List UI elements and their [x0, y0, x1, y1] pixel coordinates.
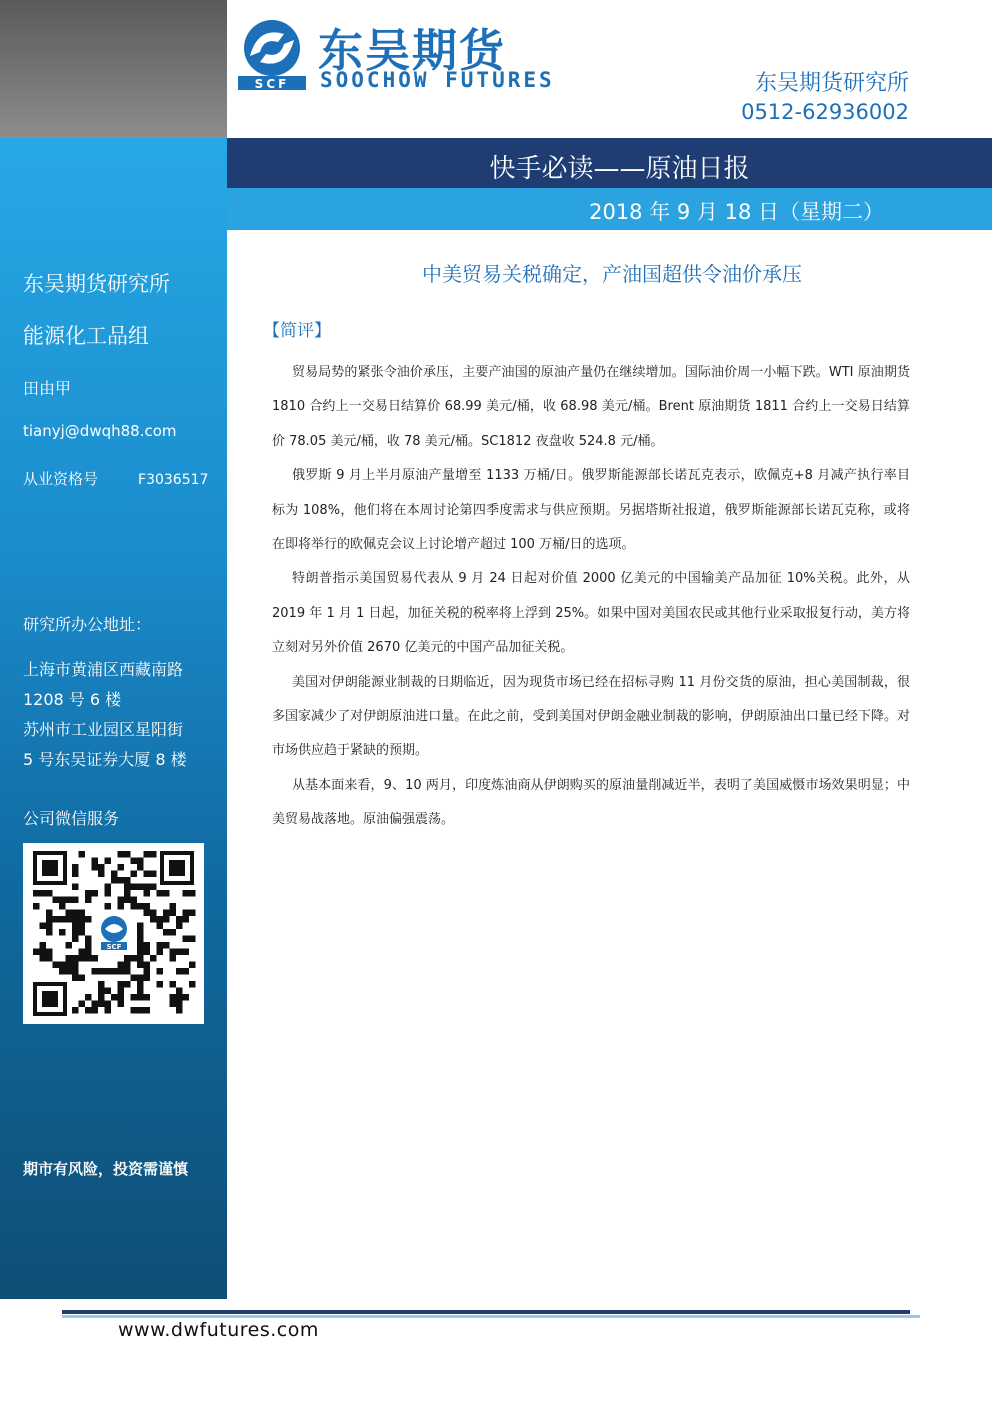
analyst-name: 田由甲	[23, 379, 72, 398]
wechat-qr-code	[23, 843, 204, 1024]
report-date: 2018 年 9 月 18 日（星期二）	[589, 200, 884, 224]
sidebar-top-band	[0, 0, 227, 138]
analyst-email[interactable]: tianyj@dwqh88.com	[23, 422, 177, 440]
qr-logo-text: SCF	[106, 943, 122, 951]
certificate-number: F3036517	[138, 472, 209, 488]
address-suzhou	[23, 715, 187, 775]
paragraph: 特朗普指示美国贸易代表从 9 月 24 日起对价值 2000 亿美元的中国输美产品加征 10%关税。此外，从 2019 年 1 月 1 日起，加征关税的税率将上浮到 25%。如果中国对美国农民或其他行业采取报复行动，美方将立刻对另外价值 2670 亿美元的中国产品加征关税。	[272, 571, 910, 656]
logo-mark-text: SCF	[254, 77, 290, 90]
paragraph: 俄罗斯 9 月上半月原油产量增至 1133 万桶/日。俄罗斯能源部长诺瓦克表示，欧佩克+8 月减产执行率目标为 108%，他们将在本周讨论第四季度需求与供应预期。另据塔斯社报道，俄罗斯能源部长诺瓦克称，或将在即将举行的欧佩克会议上讨论增产超过 100 万桶/日的选项。	[272, 468, 910, 553]
paragraph: 美国对伊朗能源业制裁的日期临近，因为现货市场已经在招标寻购 11 月份交货的原油，担心美国制裁，很多国家减少了对伊朗原油进口量。在此之前，受到美国对伊朗金融业制裁的影响，伊朗原油出口量已经下降。对市场供应趋于紧缺的预期。	[272, 674, 910, 759]
footer-divider-light	[62, 1315, 920, 1318]
address-line: 5 号东吴证券大厦 8 楼	[23, 750, 187, 769]
article-body	[272, 356, 910, 838]
sidebar-group: 能源化工品组	[23, 324, 149, 348]
address-line: 苏州市工业园区星阳街	[23, 720, 184, 739]
certificate-label: 从业资格号	[23, 470, 99, 488]
certificate	[23, 468, 208, 489]
wechat-service-label: 公司微信服务	[23, 809, 120, 828]
report-date-bar	[227, 188, 992, 230]
footer-divider	[62, 1310, 910, 1314]
sidebar-org: 东吴期货研究所	[23, 272, 170, 296]
paragraph: 从基本面来看，9、10 两月，印度炼油商从伊朗购买的原油量削减近半，表明了美国威慑市场效果明显；中美贸易战落地。原油偏强震荡。	[272, 777, 910, 828]
address-title: 研究所办公地址：	[23, 615, 152, 634]
report-title-bar	[227, 138, 992, 188]
address-shanghai	[23, 655, 183, 715]
report-title: 快手必读——原油日报	[489, 154, 750, 184]
footer-website-link[interactable]: www.dwfutures.com	[118, 1319, 319, 1341]
logo-english-name: SOOCHOW FUTURES	[320, 68, 555, 92]
company-logo-icon	[238, 18, 306, 90]
institute-name: 东吴期货研究所	[754, 71, 909, 96]
address-line: 1208 号 6 楼	[23, 690, 122, 709]
risk-warning: 期市有风险，投资需谨慎	[23, 1160, 189, 1178]
qr-code-icon	[23, 843, 204, 1024]
institute-phone: 0512-62936002	[741, 100, 909, 124]
paragraph: 贸易局势的紧张令油价承压，主要产油国的原油产量仍在继续增加。国际油价周一小幅下跌。WTI 原油期货 1810 合约上一交易日结算价 68.99 美元/桶，收 68.98 美元/桶。Brent 原油期货 1811 合约上一交易日结算价 78.05 美元/桶，收 78 美元/桶。SC1812 夜盘收 524.8 元/桶。	[272, 365, 910, 449]
address-line: 上海市黄浦区西藏南路	[23, 660, 184, 679]
article-headline: 中美贸易关税确定，产油国超供令油价承压	[422, 262, 802, 286]
section-label: 【简评】	[263, 321, 331, 341]
logo-chinese-name: 东吴期货	[318, 24, 507, 77]
